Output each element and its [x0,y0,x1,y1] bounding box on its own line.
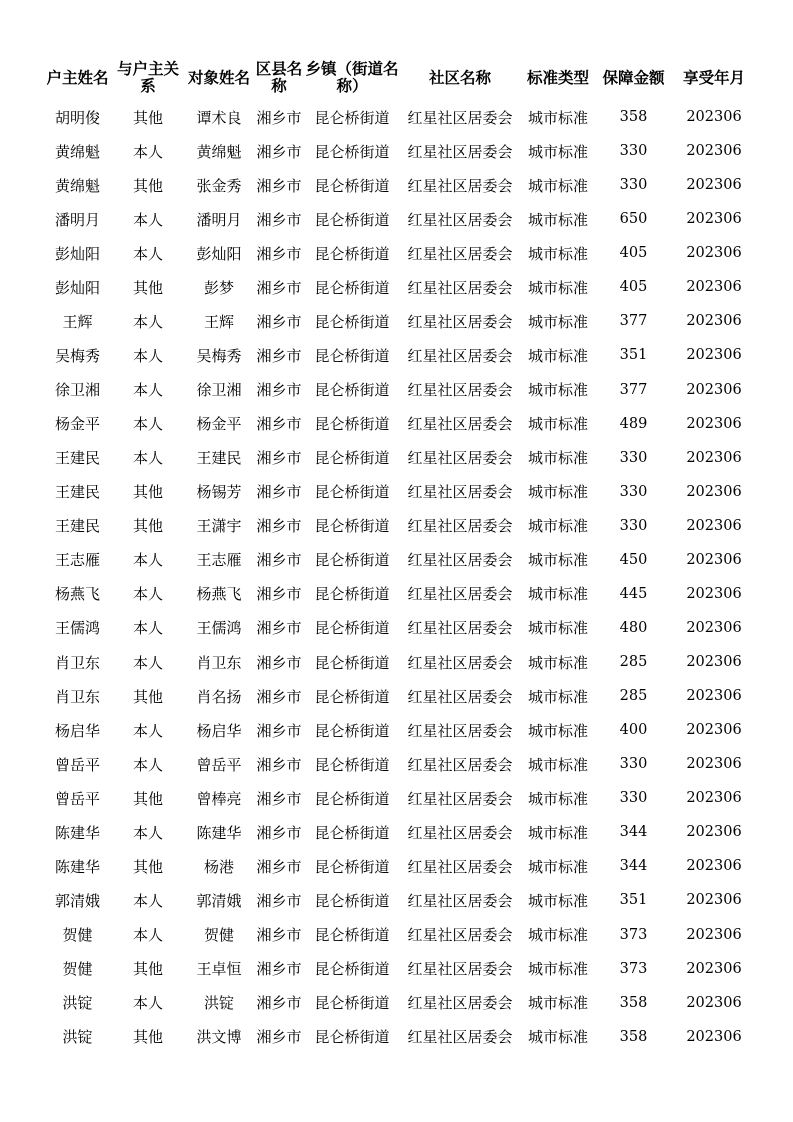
cell-standard-type: 城市标准 [527,415,588,434]
cell-township: 昆仑桥街道 [314,687,390,706]
cell-township: 昆仑桥街道 [314,210,390,229]
cell-amount: 373 [619,926,648,943]
cell-county: 湘乡市 [256,108,302,127]
cell-township: 昆仑桥街道 [314,381,390,400]
cell-member-name: 杨燕飞 [196,585,242,604]
cell-relation: 本人 [132,891,163,910]
cell-member-name: 彭梦 [203,278,234,297]
cell-householder-name: 洪锭 [62,1028,93,1047]
header-relation: 与户主关系 [116,60,179,95]
cell-county: 湘乡市 [256,789,302,808]
cell-county: 湘乡市 [256,926,302,945]
cell-member-name: 王潇宇 [196,517,242,536]
header-householder-name: 户主姓名 [46,68,109,87]
cell-amount: 489 [619,415,648,432]
cell-township: 昆仑桥街道 [314,721,390,740]
cell-county: 湘乡市 [256,483,302,502]
cell-township: 昆仑桥街道 [314,891,390,910]
cell-township: 昆仑桥街道 [314,415,390,434]
table-row [42,168,758,202]
cell-county: 湘乡市 [256,857,302,876]
table-row [42,236,758,270]
cell-township: 昆仑桥街道 [314,108,390,127]
cell-community: 红星社区居委会 [407,891,513,910]
cell-householder-name: 胡明俊 [54,108,100,127]
cell-member-name: 洪文博 [196,1028,242,1047]
cell-community: 红星社区居委会 [407,381,513,400]
cell-relation: 本人 [132,755,163,774]
cell-standard-type: 城市标准 [527,891,588,910]
cell-householder-name: 王建民 [54,517,100,536]
cell-township: 昆仑桥街道 [314,278,390,297]
cell-standard-type: 城市标准 [527,653,588,672]
cell-member-name: 张金秀 [196,176,242,195]
cell-county: 湘乡市 [256,1028,302,1047]
cell-township: 昆仑桥街道 [314,585,390,604]
cell-householder-name: 徐卫湘 [54,381,100,400]
cell-standard-type: 城市标准 [527,585,588,604]
cell-period: 202306 [686,926,742,943]
cell-amount: 405 [619,279,648,296]
cell-community: 红星社区居委会 [407,585,513,604]
cell-member-name: 杨金平 [196,415,242,434]
table-row [42,407,758,441]
cell-standard-type: 城市标准 [527,346,588,365]
table-row [42,747,758,781]
cell-township: 昆仑桥街道 [314,619,390,638]
cell-relation: 本人 [132,244,163,263]
cell-period: 202306 [686,449,742,466]
cell-period: 202306 [686,415,742,432]
cell-relation: 其他 [132,960,163,979]
cell-community: 红星社区居委会 [407,619,513,638]
cell-householder-name: 曾岳平 [54,789,100,808]
cell-relation: 其他 [132,278,163,297]
cell-relation: 其他 [132,483,163,502]
cell-county: 湘乡市 [256,312,302,331]
cell-householder-name: 王志雁 [54,551,100,570]
cell-community: 红星社区居委会 [407,312,513,331]
table-row [42,952,758,986]
cell-householder-name: 王建民 [54,483,100,502]
cell-member-name: 彭灿阳 [196,244,242,263]
cell-community: 红星社区居委会 [407,346,513,365]
cell-relation: 本人 [132,994,163,1013]
cell-relation: 本人 [132,653,163,672]
cell-standard-type: 城市标准 [527,108,588,127]
cell-period: 202306 [686,688,742,705]
cell-community: 红星社区居委会 [407,415,513,434]
cell-community: 红星社区居委会 [407,823,513,842]
table-row [42,918,758,952]
header-amount: 保障金额 [602,68,665,87]
table-row [42,815,758,849]
table-row [42,986,758,1020]
cell-county: 湘乡市 [256,176,302,195]
cell-community: 红星社区居委会 [407,176,513,195]
header-member-name: 对象姓名 [187,68,250,87]
cell-relation: 其他 [132,789,163,808]
cell-county: 湘乡市 [256,823,302,842]
cell-householder-name: 贺健 [62,960,93,979]
cell-relation: 其他 [132,108,163,127]
cell-householder-name: 洪锭 [62,994,93,1013]
cell-township: 昆仑桥街道 [314,789,390,808]
cell-amount: 330 [619,449,648,466]
cell-member-name: 潘明月 [196,210,242,229]
cell-standard-type: 城市标准 [527,312,588,331]
table-row [42,883,758,917]
table-row [42,543,758,577]
cell-county: 湘乡市 [256,585,302,604]
cell-standard-type: 城市标准 [527,1028,588,1047]
table-row [42,1020,758,1054]
table-row [42,475,758,509]
cell-relation: 其他 [132,176,163,195]
cell-amount: 285 [619,654,648,671]
cell-township: 昆仑桥街道 [314,551,390,570]
cell-county: 湘乡市 [256,755,302,774]
cell-community: 红星社区居委会 [407,994,513,1013]
cell-relation: 本人 [132,381,163,400]
cell-standard-type: 城市标准 [527,960,588,979]
cell-township: 昆仑桥街道 [314,142,390,161]
cell-community: 红星社区居委会 [407,926,513,945]
table-row [42,645,758,679]
cell-period: 202306 [686,585,742,602]
cell-amount: 377 [619,381,648,398]
cell-community: 红星社区居委会 [407,789,513,808]
cell-member-name: 肖名扬 [196,687,242,706]
cell-member-name: 郭清娥 [196,891,242,910]
cell-period: 202306 [686,483,742,500]
cell-community: 红星社区居委会 [407,755,513,774]
cell-period: 202306 [686,994,742,1011]
cell-member-name: 王建民 [196,449,242,468]
assistance-roster-sheet [42,56,758,1054]
cell-township: 昆仑桥街道 [314,176,390,195]
cell-community: 红星社区居委会 [407,653,513,672]
cell-period: 202306 [686,824,742,841]
cell-amount: 351 [619,892,648,909]
cell-householder-name: 王儒鸿 [54,619,100,638]
cell-relation: 其他 [132,687,163,706]
table-row [42,679,758,713]
cell-township: 昆仑桥街道 [314,1028,390,1047]
cell-relation: 本人 [132,551,163,570]
table-header [42,56,758,100]
cell-amount: 650 [619,211,648,228]
cell-community: 红星社区居委会 [407,108,513,127]
cell-amount: 373 [619,960,648,977]
cell-period: 202306 [686,177,742,194]
cell-householder-name: 杨启华 [54,721,100,740]
cell-county: 湘乡市 [256,346,302,365]
cell-amount: 330 [619,756,648,773]
cell-standard-type: 城市标准 [527,687,588,706]
cell-member-name: 王志雁 [196,551,242,570]
cell-amount: 358 [619,1028,648,1045]
cell-township: 昆仑桥街道 [314,517,390,536]
cell-county: 湘乡市 [256,278,302,297]
cell-county: 湘乡市 [256,142,302,161]
header-standard-type: 标准类型 [526,68,589,87]
cell-relation: 其他 [132,517,163,536]
cell-amount: 445 [619,585,648,602]
cell-township: 昆仑桥街道 [314,449,390,468]
cell-county: 湘乡市 [256,415,302,434]
cell-relation: 本人 [132,312,163,331]
cell-householder-name: 彭灿阳 [54,278,100,297]
cell-householder-name: 杨燕飞 [54,585,100,604]
table-row [42,338,758,372]
cell-township: 昆仑桥街道 [314,312,390,331]
cell-period: 202306 [686,960,742,977]
table-row [42,100,758,134]
cell-householder-name: 陈建华 [54,857,100,876]
cell-relation: 本人 [132,823,163,842]
cell-standard-type: 城市标准 [527,483,588,502]
cell-community: 红星社区居委会 [407,517,513,536]
table-row [42,781,758,815]
cell-householder-name: 王辉 [62,312,93,331]
cell-amount: 285 [619,688,648,705]
cell-standard-type: 城市标准 [527,789,588,808]
cell-period: 202306 [686,858,742,875]
cell-amount: 344 [619,824,648,841]
cell-county: 湘乡市 [256,994,302,1013]
cell-member-name: 杨港 [203,857,234,876]
cell-period: 202306 [686,551,742,568]
header-county: 区县名称 [255,60,303,95]
cell-community: 红星社区居委会 [407,142,513,161]
table-row [42,202,758,236]
cell-householder-name: 黄绵魁 [54,176,100,195]
cell-county: 湘乡市 [256,244,302,263]
cell-amount: 400 [619,722,648,739]
cell-period: 202306 [686,654,742,671]
header-row [42,56,758,100]
cell-relation: 本人 [132,926,163,945]
cell-standard-type: 城市标准 [527,278,588,297]
header-community: 社区名称 [428,68,491,87]
cell-member-name: 洪锭 [203,994,234,1013]
cell-period: 202306 [686,790,742,807]
cell-standard-type: 城市标准 [527,210,588,229]
cell-member-name: 谭术良 [196,108,242,127]
cell-county: 湘乡市 [256,960,302,979]
header-period: 享受年月 [682,68,745,87]
cell-householder-name: 杨金平 [54,415,100,434]
cell-relation: 本人 [132,210,163,229]
cell-amount: 330 [619,143,648,160]
cell-period: 202306 [686,1028,742,1045]
table-row [42,849,758,883]
cell-period: 202306 [686,313,742,330]
cell-amount: 358 [619,994,648,1011]
cell-period: 202306 [686,517,742,534]
cell-amount: 330 [619,177,648,194]
cell-standard-type: 城市标准 [527,857,588,876]
cell-member-name: 王辉 [203,312,234,331]
table-row [42,577,758,611]
cell-amount: 344 [619,858,648,875]
cell-standard-type: 城市标准 [527,517,588,536]
cell-relation: 本人 [132,721,163,740]
cell-householder-name: 曾岳平 [54,755,100,774]
cell-standard-type: 城市标准 [527,619,588,638]
cell-standard-type: 城市标准 [527,142,588,161]
cell-county: 湘乡市 [256,653,302,672]
cell-community: 红星社区居委会 [407,483,513,502]
cell-county: 湘乡市 [256,619,302,638]
cell-householder-name: 贺健 [62,926,93,945]
cell-community: 红星社区居委会 [407,210,513,229]
cell-member-name: 曾岳平 [196,755,242,774]
cell-standard-type: 城市标准 [527,176,588,195]
cell-relation: 其他 [132,1028,163,1047]
cell-standard-type: 城市标准 [527,381,588,400]
cell-householder-name: 肖卫东 [54,653,100,672]
cell-township: 昆仑桥街道 [314,755,390,774]
assistance-roster-table [42,56,758,1054]
cell-township: 昆仑桥街道 [314,346,390,365]
cell-relation: 本人 [132,142,163,161]
header-township: 乡镇（街道名称） [305,60,399,95]
cell-county: 湘乡市 [256,381,302,400]
cell-community: 红星社区居委会 [407,244,513,263]
cell-township: 昆仑桥街道 [314,857,390,876]
cell-county: 湘乡市 [256,891,302,910]
cell-period: 202306 [686,109,742,126]
cell-householder-name: 郭清娥 [54,891,100,910]
cell-householder-name: 肖卫东 [54,687,100,706]
cell-relation: 本人 [132,415,163,434]
cell-township: 昆仑桥街道 [314,244,390,263]
cell-county: 湘乡市 [256,517,302,536]
cell-amount: 450 [619,551,648,568]
cell-township: 昆仑桥街道 [314,994,390,1013]
cell-community: 红星社区居委会 [407,449,513,468]
cell-relation: 本人 [132,585,163,604]
cell-amount: 330 [619,483,648,500]
cell-standard-type: 城市标准 [527,551,588,570]
cell-standard-type: 城市标准 [527,721,588,740]
cell-member-name: 杨锡芳 [196,483,242,502]
cell-township: 昆仑桥街道 [314,653,390,672]
cell-community: 红星社区居委会 [407,687,513,706]
cell-member-name: 陈建华 [196,823,242,842]
cell-relation: 其他 [132,857,163,876]
cell-member-name: 王儒鸿 [196,619,242,638]
cell-standard-type: 城市标准 [527,244,588,263]
cell-period: 202306 [686,143,742,160]
cell-amount: 330 [619,790,648,807]
cell-period: 202306 [686,211,742,228]
cell-householder-name: 潘明月 [54,210,100,229]
cell-householder-name: 彭灿阳 [54,244,100,263]
cell-township: 昆仑桥街道 [314,960,390,979]
cell-member-name: 吴梅秀 [196,346,242,365]
cell-relation: 本人 [132,619,163,638]
cell-relation: 本人 [132,449,163,468]
cell-amount: 405 [619,245,648,262]
cell-county: 湘乡市 [256,687,302,706]
cell-community: 红星社区居委会 [407,278,513,297]
table-row [42,270,758,304]
cell-township: 昆仑桥街道 [314,926,390,945]
cell-period: 202306 [686,892,742,909]
cell-member-name: 杨启华 [196,721,242,740]
table-row [42,441,758,475]
cell-member-name: 曾棒亮 [196,789,242,808]
cell-period: 202306 [686,619,742,636]
cell-standard-type: 城市标准 [527,755,588,774]
cell-period: 202306 [686,756,742,773]
cell-county: 湘乡市 [256,449,302,468]
cell-community: 红星社区居委会 [407,960,513,979]
cell-community: 红星社区居委会 [407,721,513,740]
cell-amount: 480 [619,619,648,636]
cell-community: 红星社区居委会 [407,1028,513,1047]
cell-community: 红星社区居委会 [407,551,513,570]
cell-relation: 本人 [132,346,163,365]
cell-householder-name: 黄绵魁 [54,142,100,161]
cell-standard-type: 城市标准 [527,994,588,1013]
table-row [42,373,758,407]
table-row [42,134,758,168]
table-row [42,509,758,543]
cell-period: 202306 [686,722,742,739]
cell-householder-name: 王建民 [54,449,100,468]
table-row [42,304,758,338]
cell-amount: 377 [619,313,648,330]
cell-township: 昆仑桥街道 [314,483,390,502]
table-row [42,611,758,645]
cell-member-name: 王卓恒 [196,960,242,979]
cell-amount: 351 [619,347,648,364]
cell-period: 202306 [686,347,742,364]
cell-householder-name: 吴梅秀 [54,346,100,365]
cell-standard-type: 城市标准 [527,449,588,468]
cell-member-name: 肖卫东 [196,653,242,672]
cell-period: 202306 [686,245,742,262]
cell-county: 湘乡市 [256,551,302,570]
cell-householder-name: 陈建华 [54,823,100,842]
cell-county: 湘乡市 [256,721,302,740]
cell-county: 湘乡市 [256,210,302,229]
cell-standard-type: 城市标准 [527,926,588,945]
cell-township: 昆仑桥街道 [314,823,390,842]
cell-period: 202306 [686,381,742,398]
cell-member-name: 黄绵魁 [196,142,242,161]
cell-community: 红星社区居委会 [407,857,513,876]
cell-member-name: 贺健 [203,926,234,945]
cell-amount: 358 [619,109,648,126]
table-row [42,713,758,747]
cell-member-name: 徐卫湘 [196,381,242,400]
table-body [42,100,758,1054]
cell-period: 202306 [686,279,742,296]
cell-amount: 330 [619,517,648,534]
cell-standard-type: 城市标准 [527,823,588,842]
